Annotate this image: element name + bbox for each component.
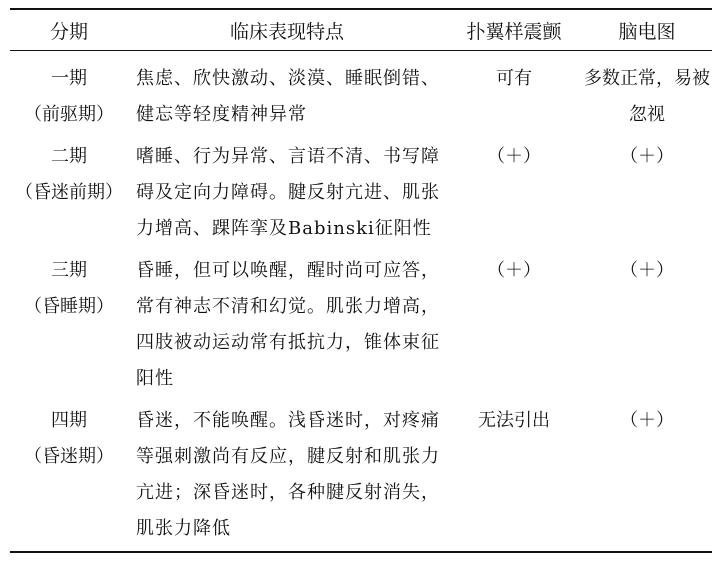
clinical-features-cell: 嗜睡、行为异常、言语不清、书写障碍及定向力障碍。腱反射亢进、肌张力增高、踝阵挛及Babinski征阳性	[136, 146, 440, 239]
eeg-cell: 多数正常，易被忽视	[584, 68, 710, 125]
stage-label: 三期	[51, 260, 87, 281]
eeg-cell: （＋）	[620, 146, 674, 167]
stage-cell	[10, 51, 128, 134]
table-row	[10, 397, 712, 552]
clinical-features-cell: 昏睡，但可以唤醒，醒时尚可应答，常有神志不清和幻觉。肌张力增高，四肢被动运动常有抵抗力，锥体束征阳性	[136, 260, 440, 389]
table-row	[10, 51, 712, 134]
stage-name: （昏睡期）	[24, 296, 114, 317]
stage-name: （昏迷期）	[24, 446, 114, 467]
clinical-features-cell: 焦虑、欣快激动、淡漠、睡眠倒错、健忘等轻度精神异常	[136, 68, 440, 125]
stage-label: 一期	[51, 68, 87, 89]
header-flapping-tremor: 扑翼样震颤	[466, 20, 562, 43]
stage-name: （昏迷前期）	[15, 182, 123, 203]
header-eeg: 脑电图	[618, 20, 676, 43]
stage-cell	[10, 133, 128, 247]
clinical-features-cell: 昏迷，不能唤醒。浅昏迷时，对疼痛等强刺激尚有反应，腱反射和肌张力亢进；深昏迷时，各种腱反射消失，肌张力降低	[136, 410, 440, 539]
stage-cell	[10, 247, 128, 397]
stage-label: 四期	[51, 410, 87, 431]
table-body	[10, 51, 712, 553]
header-features: 临床表现特点	[229, 20, 344, 43]
table-row	[10, 133, 712, 247]
flapping-tremor-cell: 可有	[496, 68, 532, 89]
table-row	[10, 247, 712, 397]
table-header	[10, 9, 712, 51]
hepatic-encephalopathy-stage-table	[10, 8, 712, 553]
stage-label: 二期	[51, 146, 87, 167]
header-stage: 分期	[49, 20, 88, 43]
flapping-tremor-cell: （＋）	[487, 146, 541, 167]
eeg-cell: （＋）	[620, 410, 674, 431]
flapping-tremor-cell: 无法引出	[478, 410, 550, 431]
stage-name: （前驱期）	[24, 104, 114, 125]
flapping-tremor-cell: （＋）	[487, 260, 541, 281]
header-row	[10, 9, 712, 51]
eeg-cell: （＋）	[620, 260, 674, 281]
stage-cell	[10, 397, 128, 552]
